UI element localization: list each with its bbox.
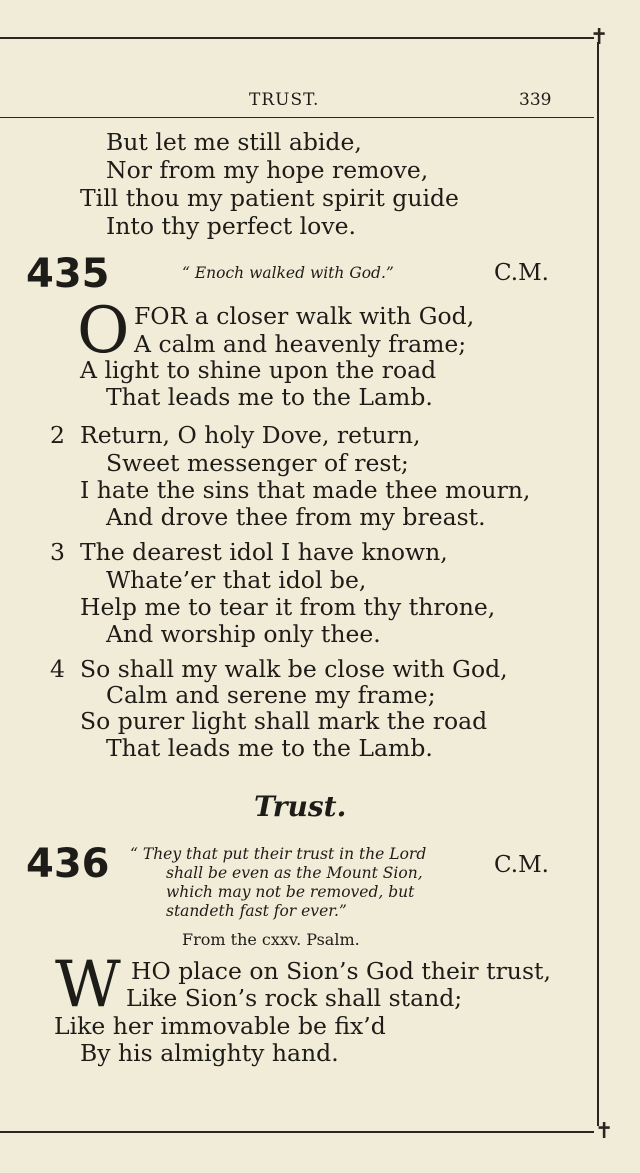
- header-rule: [0, 117, 594, 118]
- hymn-number: 435: [26, 251, 110, 297]
- verse-line: So shall my walk be close with God,: [80, 655, 508, 683]
- drop-cap: W: [55, 948, 121, 1022]
- running-header: TRUST.: [249, 90, 320, 110]
- verse-line: A calm and heavenly frame;: [134, 330, 467, 358]
- verse-line: I hate the sins that made thee mourn,: [80, 476, 531, 504]
- hymn-source: From the cxxv. Psalm.: [182, 930, 360, 949]
- bottom-rule: [0, 1131, 594, 1133]
- verse-line: By his almighty hand.: [80, 1039, 339, 1067]
- verse-line: The dearest idol I have known,: [80, 538, 448, 566]
- hymn-meter: C.M.: [494, 260, 549, 286]
- hymn-epigraph: “ Enoch walked with God.”: [182, 264, 394, 282]
- verse-line: Return, O holy Dove, return,: [80, 421, 421, 449]
- verse-number: 3: [50, 538, 65, 566]
- section-title: Trust.: [254, 790, 347, 823]
- verse-line: So purer light shall mark the road: [80, 707, 488, 735]
- hymn-meter: C.M.: [494, 852, 549, 878]
- cross-ornament-bottom: ✝: [595, 1119, 614, 1144]
- verse-line: Sweet messenger of rest;: [106, 449, 409, 477]
- verse-line: FOR a closer walk with God,: [134, 302, 475, 330]
- right-rule: [597, 42, 599, 1126]
- verse-line: Like her immovable be fix’d: [54, 1012, 386, 1040]
- hymn-number: 436: [26, 841, 110, 887]
- verse-line: Till thou my patient spirit guide: [80, 184, 459, 212]
- hymn-epigraph-line: which may not be removed, but: [166, 883, 415, 901]
- verse-number: 4: [50, 655, 65, 683]
- top-rule: [0, 37, 594, 39]
- verse-line: Calm and serene my frame;: [106, 681, 436, 709]
- page-number: 339: [519, 90, 552, 110]
- hymn-epigraph-line: “ They that put their trust in the Lord: [130, 845, 427, 863]
- verse-line: HO place on Sion’s God their trust,: [131, 957, 551, 985]
- drop-cap: O: [77, 294, 130, 368]
- verse-line: Into thy perfect love.: [106, 212, 356, 240]
- verse-line: That leads me to the Lamb.: [106, 734, 433, 762]
- cross-ornament-top: ✝: [590, 25, 609, 50]
- hymn-epigraph-line: shall be even as the Mount Sion,: [166, 864, 423, 882]
- verse-line: Like Sion’s rock shall stand;: [126, 984, 463, 1012]
- verse-line: And drove thee from my breast.: [106, 503, 486, 531]
- verse-line: Whate’er that idol be,: [106, 566, 367, 594]
- verse-line: And worship only thee.: [106, 620, 381, 648]
- verse-line: But let me still abide,: [106, 128, 362, 156]
- verse-number: 2: [50, 421, 65, 449]
- verse-line: A light to shine upon the road: [80, 356, 437, 384]
- verse-line: Nor from my hope remove,: [106, 156, 429, 184]
- verse-line: That leads me to the Lamb.: [106, 383, 433, 411]
- verse-line: Help me to tear it from thy throne,: [80, 593, 496, 621]
- hymn-epigraph-line: standeth fast for ever.”: [166, 902, 347, 920]
